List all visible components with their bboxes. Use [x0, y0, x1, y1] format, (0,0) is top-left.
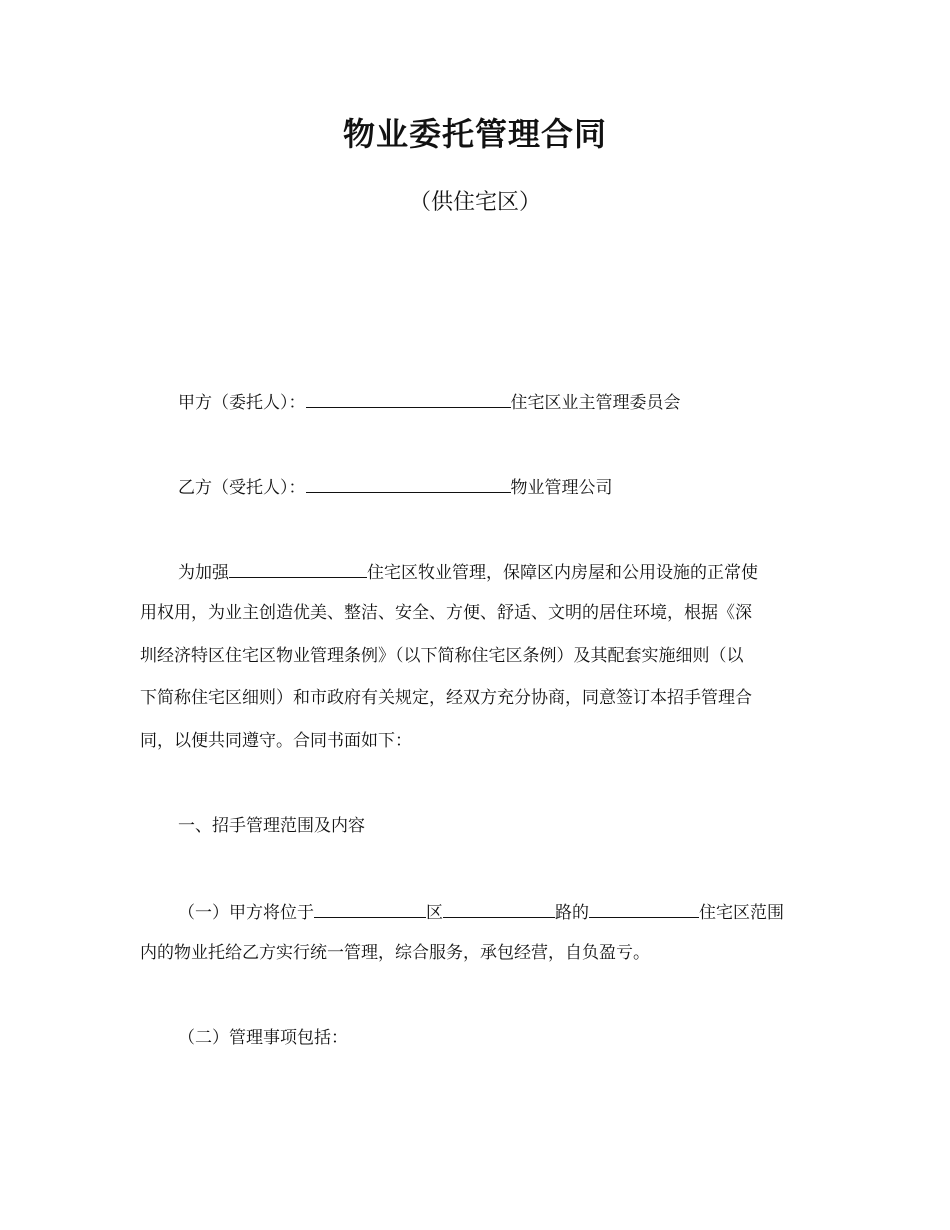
item-2-heading: （二）管理事项包括：: [178, 1028, 348, 1048]
item-1-prefix: （一）甲方将位于: [178, 903, 314, 923]
preamble-line-3: 圳经济特区住宅区物业管理条例》（以下简称住宅区条例）及其配套实施细则（以: [140, 646, 744, 666]
party-b-label: 乙方（受托人）：: [178, 478, 306, 498]
section-1-heading: 一、招手管理范围及内容: [178, 816, 365, 836]
item-1-line-1: [178, 897, 784, 927]
document-title: 物业委托管理合同: [342, 115, 607, 153]
preamble-line-2: 用权用，为业主创造优美、整洁、安全、方便、舒适、文明的居住环境，根据《深: [140, 603, 752, 623]
preamble-line-4: 下简称住宅区细则）和市政府有关规定，经双方充分协商，同意签订本招手管理合: [140, 688, 752, 708]
party-a-label: 甲方（委托人）：: [178, 393, 306, 413]
preamble-line-1: [178, 557, 758, 587]
preamble-line1-suffix: 住宅区牧业管理，保障区内房屋和公用设施的正常使: [367, 563, 758, 583]
party-a-line: [178, 387, 681, 417]
road-blank: [443, 897, 555, 918]
document-subtitle: （供住宅区）: [408, 190, 541, 215]
preamble-blank: [229, 557, 367, 578]
party-b-blank: [306, 472, 511, 493]
item-1-road: 路的: [555, 903, 589, 923]
item-1-line-2: 内的物业托给乙方实行统一管理，综合服务，承包经营，自负盈亏。: [140, 943, 650, 963]
residential-area-blank: [589, 897, 699, 918]
preamble-prefix: 为加强: [178, 563, 229, 583]
party-b-line: [178, 472, 613, 502]
item-1-suffix: 住宅区范围: [699, 903, 784, 923]
item-1-district: 区: [426, 903, 443, 923]
party-a-blank: [306, 387, 511, 408]
preamble-line-5: 同，以便共同遵守。合同书面如下：: [140, 731, 412, 751]
district-blank: [314, 897, 426, 918]
party-a-suffix: 住宅区业主管理委员会: [510, 393, 681, 413]
party-b-suffix: 物业管理公司: [510, 478, 613, 498]
